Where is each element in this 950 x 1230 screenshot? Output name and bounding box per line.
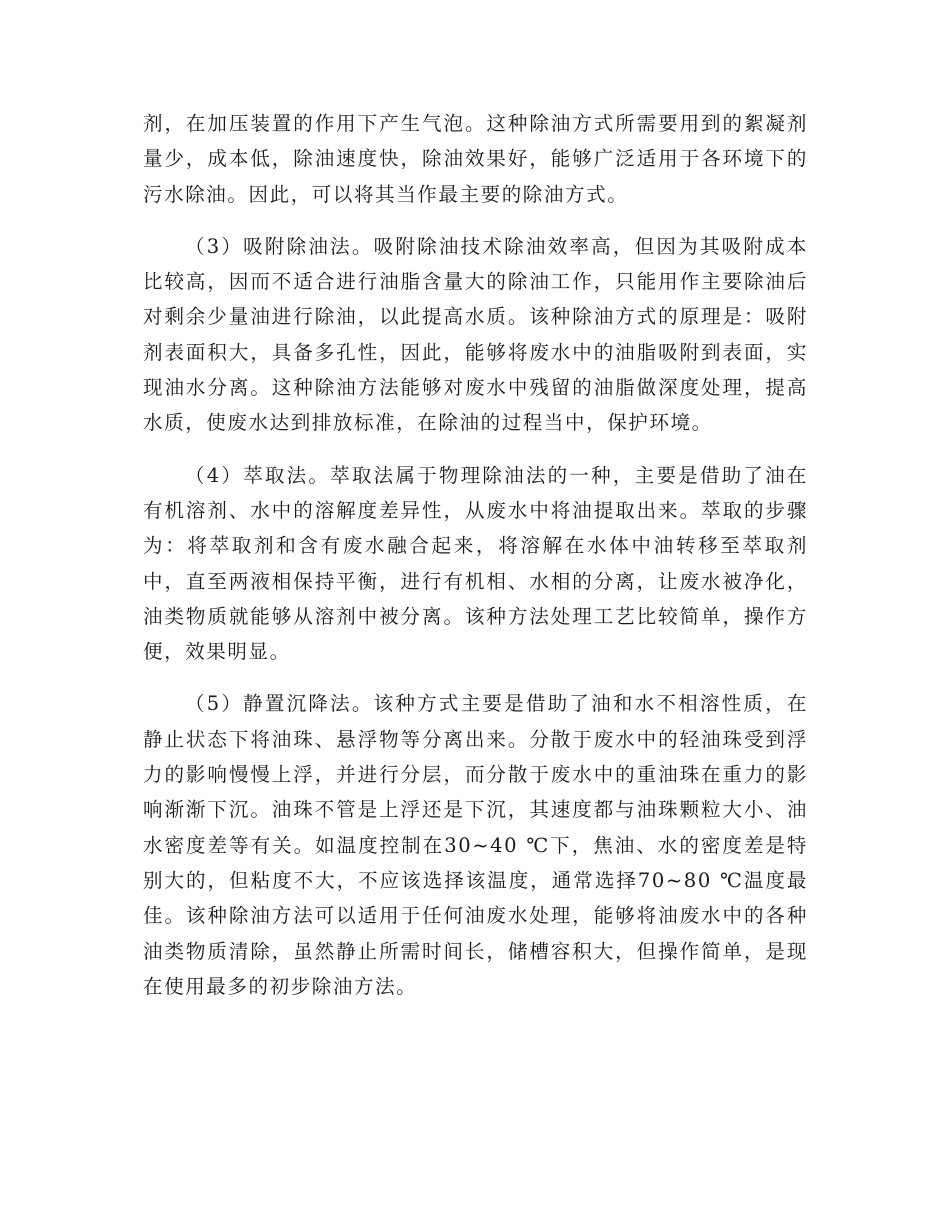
paragraph-adsorption-method: （3）吸附除油法。吸附除油技术除油效率高，但因为其吸附成本比较高，因而不适合进行油脂含量大的除油工作，只能用作主要除油后对剩余少量油进行除油，以此提高水质。该种除油方式的原理是：吸附剂表面积大，具备多孔性，因此，能够将废水中的油脂吸附到表面，实现油水分离。这种除油方法能够对废水中残留的油脂做深度处理，提高水质，使废水达到排放标准，在除油的过程当中，保护环境。 [143, 234, 808, 435]
paragraph-extraction-method: （4）萃取法。萃取法属于物理除油法的一种，主要是借助了油在有机溶剂、水中的溶解度差异性，从废水中将油提取出来。萃取的步骤为：将萃取剂和含有废水融合起来，将溶解在水体中油转移至萃取剂中，直至两液相保持平衡，进行有机相、水相的分离，让废水被净化，油类物质就能够从溶剂中被分离。该种方法处理工艺比较简单，操作方便，效果明显。 [143, 463, 808, 664]
document-body [143, 106, 808, 1004]
paragraph-flotation-continued: 剂，在加压装置的作用下产生气泡。这种除油方式所需要用到的絮凝剂量少，成本低，除油速度快，除油效果好，能够广泛适用于各环境下的污水除油。因此，可以将其当作最主要的除油方式。 [143, 112, 808, 206]
paragraph-sedimentation-method: （5）静置沉降法。该种方式主要是借助了油和水不相溶性质，在静止状态下将油珠、悬浮物等分离出来。分散于废水中的轻油珠受到浮力的影响慢慢上浮，并进行分层，而分散于废水中的重油珠在重力的影响渐渐下沉。油珠不管是上浮还是下沉，其速度都与油珠颗粒大小、油水密度差等有关。如温度控制在30~40 ℃下，焦油、水的密度差是特别大的，但粘度不大，不应该选择该温度，通常选择70~80 ℃温度最佳。该种除油方法可以适用于任何油废水处理，能够将油废水中的各种油类物质清除，虽然静止所需时间长，储槽容积大，但操作简单，是现在使用最多的初步除油方法。 [143, 692, 808, 998]
